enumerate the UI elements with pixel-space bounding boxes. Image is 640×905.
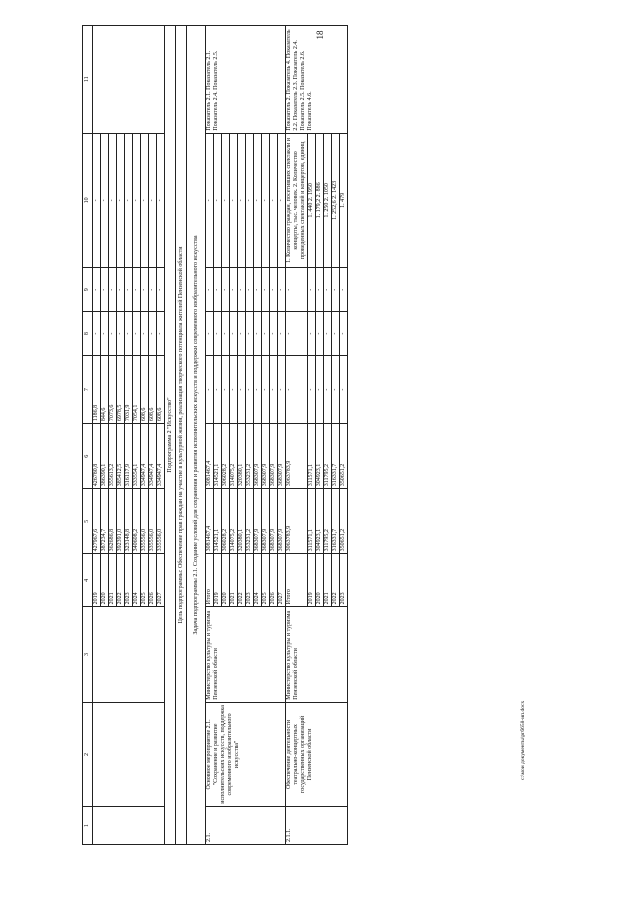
other-value-cell: - [332,268,340,312]
year-cell: 2025 [262,554,270,607]
regional-value-cell: 316331,7 [332,424,340,489]
year-cell: 2023 [125,554,133,607]
federal-value-cell: - [286,356,308,424]
federal-value-cell: 1186,8 [93,356,101,424]
total-value-cell: 362686,8 [109,489,117,554]
year-cell: Итого [206,554,214,607]
col-header-5: 5 [83,489,93,554]
result-cell: - [109,133,117,268]
local-value-cell: - [214,312,222,356]
regional-value-cell: 353231,2 [246,424,254,489]
year-cell: 2027 [157,554,165,607]
result-cell: - [157,133,165,268]
footer-file-path: c:\мои документы\ргб658-ип.docx [520,700,526,780]
local-value-cell: - [246,312,254,356]
regional-value-cell: 320380,1 [238,424,246,489]
result-cell: - [262,133,270,268]
subprogram-task: Задача подпрограммы 2.1. Создание условий для сохранения и развития исполнительских искусств и поддержки современного изобразительного искусства [187,26,206,845]
year-cell: 2024 [133,554,141,607]
col-header-1: 1 [83,807,93,845]
regional-value-cell: 350651,2 [340,424,348,489]
federal-value-cell: - [262,356,270,424]
local-value-cell: - [109,312,117,356]
local-value-cell: - [157,312,165,356]
regional-value-cell: 385412,5 [117,424,125,489]
federal-value-cell: 7054,1 [133,356,141,424]
result-cell: 1. 479 [340,133,348,268]
year-cell: 2024 [254,554,262,607]
federal-value-cell: 6978,5 [117,356,125,424]
result-cell: - [141,133,149,268]
other-value-cell: - [101,268,109,312]
year-cell: 2021 [230,554,238,607]
year-cell: 2021 [109,554,117,607]
result-cell: - [278,133,286,268]
goal-row [176,26,187,845]
local-value-cell: - [101,312,109,356]
total-value-cell: 392391,0 [117,489,125,554]
year-cell: Итого [286,554,308,607]
other-value-cell: - [125,268,133,312]
local-value-cell: - [230,312,238,356]
federal-value-cell: - [332,356,340,424]
total-value-cell: 316331,7 [332,489,340,554]
total-value-cell: 306028,2 [222,489,230,554]
local-value-cell: - [254,312,262,356]
year-cell: 2027 [278,554,286,607]
total-value-cell: 323148,8 [125,489,133,554]
table-row [286,26,308,845]
local-value-cell: - [262,312,270,356]
local-value-cell: - [238,312,246,356]
other-value-cell: - [157,268,165,312]
result-cell: - [214,133,222,268]
regional-value-cell: 314521,1 [214,424,222,489]
result-cell: - [117,133,125,268]
block-2-1 [206,26,286,845]
other-value-cell: - [270,268,278,312]
col-header-4: 4 [83,554,93,607]
regional-value-cell: 3063783,9 [286,424,308,489]
federal-value-cell: 7073,6 [109,356,117,424]
regional-value-cell: 316117,9 [125,424,133,489]
result-cell: 1. 252,6 2. 1423 [332,133,340,268]
federal-value-cell: - [254,356,262,424]
year-cell: 2020 [101,554,109,607]
result-cell: 1. 440 2. 1950 [308,133,316,268]
year-cell: 2022 [332,554,340,607]
regional-value-cell: 368307,9 [262,424,270,489]
federal-value-cell: - [238,356,246,424]
result-cell: - [222,133,230,268]
total-value-cell: 368307,9 [278,489,286,554]
result-cell: - [125,133,133,268]
other-value-cell: - [214,268,222,312]
row-number: 2.1.1. [286,807,348,845]
result-cell: - [270,133,278,268]
year-cell: 2020 [316,554,324,607]
total-value-cell: 353231,2 [246,489,254,554]
regional-value-cell: 311571,1 [308,424,316,489]
federal-value-cell: - [324,356,332,424]
executor-name: Министерство культуры и туризма Пензенской области [286,607,348,702]
result-cell: 1. 250 2. 1050 [324,133,332,268]
result-cell: - [230,133,238,268]
local-value-cell: - [141,312,149,356]
other-value-cell: - [230,268,238,312]
regional-value-cell: 334947,4 [157,424,165,489]
other-value-cell: - [246,268,254,312]
total-value-cell: 311795,2 [324,489,332,554]
table-row [206,26,214,845]
col-header-10: 10 [83,133,93,268]
subprogram-goal: Цель подпрограммы: Обеспечение прав граждан на участие в культурной жизни, реализация творческого потенциала жителей Пензенской области [176,26,187,845]
other-value-cell: - [262,268,270,312]
federal-value-cell: - [214,356,222,424]
year-cell: 2023 [340,554,348,607]
regional-value-cell: 426780,8 [93,424,101,489]
local-value-cell: - [222,312,230,356]
total-value-cell: 387234,7 [101,489,109,554]
total-value-cell: 314521,1 [214,489,222,554]
indicator-list: Показатель 2.1. Показатель 2.1. Показатель 2.4. Показатель 2.5. [206,26,286,134]
total-value-cell: 320380,1 [238,489,246,554]
federal-value-cell: 844,6 [101,356,109,424]
local-value-cell: - [206,312,214,356]
executor-name: Министерство культуры и туризма Пензенской области [206,607,286,702]
regional-value-cell: 333554,1 [133,424,141,489]
regional-value-cell: 311795,2 [324,424,332,489]
year-cell: 2023 [246,554,254,607]
total-value-cell: 368307,9 [254,489,262,554]
other-value-cell: - [254,268,262,312]
local-value-cell: - [332,312,340,356]
year-cell: 2026 [270,554,278,607]
result-cell: - [246,133,254,268]
local-value-cell: - [125,312,133,356]
year-cell: 2019 [93,554,101,607]
year-cell: 2022 [238,554,246,607]
result-cell: 1. 179,2 2. 886 [316,133,324,268]
total-value-cell: 314075,2 [230,489,238,554]
federal-value-cell: - [278,356,286,424]
regional-value-cell: 368307,9 [254,424,262,489]
page-number: 18 [315,30,325,40]
other-value-cell: - [117,268,125,312]
total-value-cell: 3063783,9 [286,489,308,554]
federal-value-cell: - [316,356,324,424]
other-value-cell: - [308,268,316,312]
other-value-cell: - [149,268,157,312]
federal-value-cell: - [246,356,254,424]
local-value-cell: - [149,312,157,356]
indicator-list: Показатель 2. Показатель 4. Показатель 2.2. Показатель 2.3. Показатель 2.4. Показатель 2.5. Показатель 2.6. Показатель 4.6. [286,26,348,134]
results-description: 1. Количество граждан, посетивших спектакли и концерты, тыс. человек. 2. Количество проведенных спектаклей и концертов, единиц [286,133,308,268]
col-header-2: 2 [83,702,93,806]
col-header-11: 11 [83,26,93,134]
federal-value-cell: 608,6 [141,356,149,424]
federal-value-cell: - [230,356,238,424]
local-value-cell: - [278,312,286,356]
federal-value-cell: 608,6 [157,356,165,424]
rotated-table-container [82,25,622,845]
block-2-1-1 [286,26,348,845]
subprogram-row [165,26,176,845]
other-value-cell: - [316,268,324,312]
other-value-cell: - [141,268,149,312]
year-cell: 2019 [214,554,222,607]
other-value-cell: - [222,268,230,312]
federal-value-cell: - [340,356,348,424]
total-value-cell: 304923,1 [316,489,324,554]
regional-value-cell: 334947,4 [141,424,149,489]
empty-cell [93,607,165,702]
other-value-cell: - [286,268,308,312]
regional-value-cell: 306028,2 [222,424,230,489]
federal-value-cell: 7031,9 [125,356,133,424]
total-value-cell: 350651,2 [340,489,348,554]
regional-value-cell: 355613,2 [109,424,117,489]
year-cell: 2021 [324,554,332,607]
local-value-cell: - [286,312,308,356]
result-cell: - [206,133,214,268]
federal-value-cell: - [206,356,214,424]
other-value-cell: - [278,268,286,312]
federal-value-cell: - [270,356,278,424]
local-value-cell: - [324,312,332,356]
other-value-cell: - [206,268,214,312]
table-row [93,26,101,845]
measure-name: Основное мероприятие 2.1. "Сохранение и развитие исполнительских искусств, поддержка современного изобразительного искусства" [206,702,286,806]
federal-value-cell: 608,6 [149,356,157,424]
total-value-cell: 335556,0 [149,489,157,554]
total-value-cell: 427967,6 [93,489,101,554]
local-value-cell: - [308,312,316,356]
empty-cell [93,807,165,845]
col-header-7: 7 [83,356,93,424]
other-value-cell: - [133,268,141,312]
total-value-cell: 311571,1 [308,489,316,554]
result-cell: - [238,133,246,268]
total-value-cell: 335556,0 [157,489,165,554]
col-header-3: 3 [83,607,93,702]
local-value-cell: - [133,312,141,356]
federal-value-cell: - [222,356,230,424]
empty-cell [93,702,165,806]
regional-value-cell: 304923,1 [316,424,324,489]
regional-value-cell: 334947,4 [149,424,157,489]
indicator-cell [93,26,165,134]
other-value-cell: - [109,268,117,312]
other-value-cell: - [340,268,348,312]
result-cell: - [133,133,141,268]
col-header-6: 6 [83,424,93,489]
local-value-cell: - [316,312,324,356]
local-value-cell: - [340,312,348,356]
subprogram-title: Подпрограмма 2 "Искусство" [165,26,176,845]
year-cell: 2026 [149,554,157,607]
top-rows [93,26,165,845]
col-header-8: 8 [83,312,93,356]
other-value-cell: - [93,268,101,312]
regional-value-cell: 368307,9 [270,424,278,489]
regional-value-cell: 314075,2 [230,424,238,489]
other-value-cell: - [324,268,332,312]
year-cell: 2020 [222,554,230,607]
row-number: 2.1. [206,807,286,845]
result-cell: - [101,133,109,268]
measure-name: Обеспечение деятельности театрально-концертных государственных организаций Пензенской области [286,702,348,806]
regional-value-cell: 368307,9 [278,424,286,489]
local-value-cell: - [93,312,101,356]
total-value-cell: 3081467,4 [206,489,214,554]
task-row [187,26,206,845]
year-cell: 2019 [308,554,316,607]
result-cell: - [149,133,157,268]
result-cell: - [254,133,262,268]
regional-value-cell: 3081467,4 [206,424,214,489]
other-value-cell: - [238,268,246,312]
year-cell: 2022 [117,554,125,607]
header-row [83,26,93,845]
local-value-cell: - [117,312,125,356]
regional-value-cell: 386390,1 [101,424,109,489]
local-value-cell: - [270,312,278,356]
year-cell: 2025 [141,554,149,607]
total-value-cell: 368307,9 [270,489,278,554]
col-header-9: 9 [83,268,93,312]
total-value-cell: 335556,0 [141,489,149,554]
result-cell: - [93,133,101,268]
total-value-cell: 368307,9 [262,489,270,554]
federal-value-cell: - [308,356,316,424]
program-table [82,25,348,845]
total-value-cell: 340608,2 [133,489,141,554]
